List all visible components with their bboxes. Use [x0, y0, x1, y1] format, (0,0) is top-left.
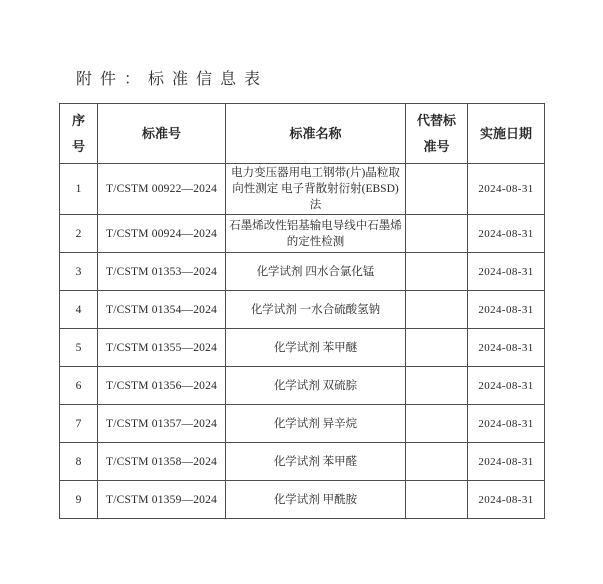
- cell-std_no: T/CSTM 01358—2024: [98, 443, 226, 481]
- table-row: [60, 215, 545, 253]
- cell-name: 化学试剂 异辛烷: [226, 405, 406, 443]
- cell-std_no: T/CSTM 01355—2024: [98, 329, 226, 367]
- header-cell-no: [60, 104, 98, 164]
- cell-date: 2024-08-31: [468, 291, 545, 329]
- cell-replaced: [406, 443, 468, 481]
- cell-date: 2024-08-31: [468, 253, 545, 291]
- cell-std_no: T/CSTM 01353—2024: [98, 253, 226, 291]
- cell-no: 7: [60, 405, 98, 443]
- table-header: [60, 104, 545, 164]
- header-cell-std-name: [226, 104, 406, 164]
- table-row: [60, 443, 545, 481]
- cell-name: 化学试剂 双硫腙: [226, 367, 406, 405]
- table-body: [60, 164, 545, 519]
- cell-no: 4: [60, 291, 98, 329]
- cell-no: 8: [60, 443, 98, 481]
- cell-std_no: T/CSTM 01354—2024: [98, 291, 226, 329]
- cell-date: 2024-08-31: [468, 329, 545, 367]
- header-label-std-name: 标准名称: [289, 125, 342, 141]
- cell-name: 电力变压器用电工钢带(片)晶粒取向性测定 电子背散射衍射(EBSD)法: [226, 164, 406, 215]
- header-cell-impl-date: [468, 104, 545, 164]
- cell-date: 2024-08-31: [468, 481, 545, 519]
- cell-no: 5: [60, 329, 98, 367]
- cell-name: 化学试剂 甲酰胺: [226, 481, 406, 519]
- cell-replaced: [406, 405, 468, 443]
- header-label-impl-date: 实施日期: [479, 125, 532, 141]
- cell-std_no: T/CSTM 01359—2024: [98, 481, 226, 519]
- cell-replaced: [406, 291, 468, 329]
- table-row: [60, 291, 545, 329]
- header-label-no: 序号: [71, 112, 85, 154]
- cell-replaced: [406, 481, 468, 519]
- cell-std_no: T/CSTM 00922—2024: [98, 164, 226, 215]
- header-cell-std-no: [98, 104, 226, 164]
- cell-date: 2024-08-31: [468, 164, 545, 215]
- header-cell-replaced-std: [406, 104, 468, 164]
- cell-date: 2024-08-31: [468, 443, 545, 481]
- cell-replaced: [406, 215, 468, 253]
- cell-replaced: [406, 367, 468, 405]
- cell-name: 化学试剂 一水合硫酸氢钠: [226, 291, 406, 329]
- cell-date: 2024-08-31: [468, 405, 545, 443]
- header-row: [60, 104, 545, 164]
- cell-no: 3: [60, 253, 98, 291]
- cell-name: 化学试剂 苯甲醚: [226, 329, 406, 367]
- cell-date: 2024-08-31: [468, 367, 545, 405]
- cell-replaced: [406, 164, 468, 215]
- cell-no: 6: [60, 367, 98, 405]
- cell-replaced: [406, 329, 468, 367]
- table-row: [60, 481, 545, 519]
- header-label-std-no: 标准号: [141, 125, 181, 141]
- cell-name: 化学试剂 苯甲醛: [226, 443, 406, 481]
- page-title: 附件：标准信息表: [76, 71, 269, 88]
- cell-no: 2: [60, 215, 98, 253]
- cell-no: 9: [60, 481, 98, 519]
- cell-name: 石墨烯改性铝基输电导线中石墨烯的定性检测: [226, 215, 406, 253]
- cell-std_no: T/CSTM 01357—2024: [98, 405, 226, 443]
- table-row: [60, 164, 545, 215]
- table-row: [60, 367, 545, 405]
- cell-std_no: T/CSTM 00924—2024: [98, 215, 226, 253]
- cell-name: 化学试剂 四水合氯化锰: [226, 253, 406, 291]
- cell-std_no: T/CSTM 01356—2024: [98, 367, 226, 405]
- cell-replaced: [406, 253, 468, 291]
- standards-table: [59, 103, 545, 519]
- table-row: [60, 405, 545, 443]
- header-label-replaced-std: 代替标准号: [416, 112, 456, 154]
- table-row: [60, 329, 545, 367]
- cell-no: 1: [60, 164, 98, 215]
- cell-date: 2024-08-31: [468, 215, 545, 253]
- table-row: [60, 253, 545, 291]
